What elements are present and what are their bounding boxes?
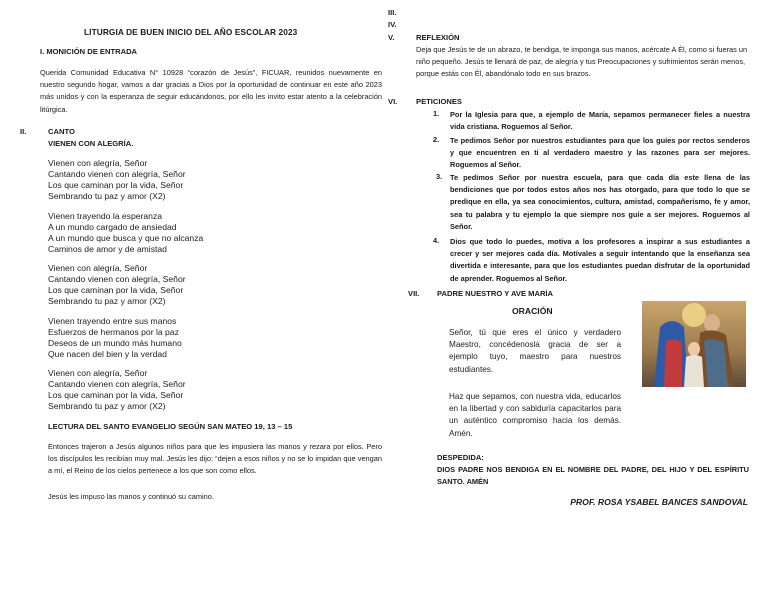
song-stanza [48, 263, 186, 307]
numeral-vi: VI. [388, 97, 398, 106]
monicion-text: Querida Comunidad Educativa N° 10928 “corazón de Jesús”, FICUAR, reunidos nuevamente en nuestro segundo hogar, vamos a dar gracias a Dios por la oportunidad de continuar en este año 2023 más unidos y con la esperanza de seguir educándonos, por ello les invito estar atento a la celebración litúrgica. [40, 68, 382, 114]
document-title: LITURGIA DE BUEN INICIO DEL AÑO ESCOLAR 2023 [84, 27, 298, 37]
petition-text: Te pedimos Señor por nuestra escuela, para que cada día este llena de las bendiciones que por todos estos años nos has otorgado, para que todo lo que se predique en ella, ya sea conocimientos, cultura, amistad, compañerismo, fe y amor, sea tu palabra y tu ejemplo la que siempre nos guíe a ser mejores. Roguemos al Señor. [450, 173, 750, 231]
oracion-heading: ORACIÓN [512, 306, 553, 316]
song-line: Esfuerzos de hermanos por la paz [48, 327, 179, 337]
gospel-closing: Jesús les impuso las manos y continuó su camino. [48, 492, 214, 501]
numeral-v: V. [388, 33, 395, 42]
song-title: VIENEN CON ALEGRÍA. [48, 139, 134, 148]
song-line: Vienen con alegría, Señor [48, 158, 148, 168]
petition-text: Te pedimos Señor por nuestros estudiantes para que los guíes por rectos senderos y que encuentren en ti al verdadero maestro y las razones para ser mejores. Roguemos al Señor. [450, 136, 750, 170]
song-line: Los que caminan por la vida, Señor [48, 180, 184, 190]
song-line: Vienen con alegría, Señor [48, 368, 148, 378]
song-line: Sembrando tu paz y amor (X2) [48, 401, 166, 411]
song-line: Sembrando tu paz y amor (X2) [48, 191, 166, 201]
holy-family-icon [642, 301, 746, 387]
holy-family-image [642, 301, 746, 387]
song-stanza [48, 158, 186, 202]
song-line: Los que caminan por la vida, Señor [48, 390, 184, 400]
song-stanza [48, 211, 203, 255]
song-line: Vienen con alegría, Señor [48, 263, 148, 273]
song-line: Sembrando tu paz y amor (X2) [48, 296, 166, 306]
petition-text: Por la Iglesia para que, a ejemplo de María, sepamos permanecer fieles a nuestra vida cristiana. Roguemos al Señor. [450, 110, 750, 132]
prayer-paragraph-1: Señor, tú que eres el único y verdadero Maestro, concédenosla gracia de ser a ejemplo tuyo, maestro para nuestros estudiantes. [449, 328, 621, 374]
peticiones-heading: PETICIONES [416, 97, 462, 106]
prayer-paragraph-2: Haz que sepamos, con nuestra vida, educarlos en la libertad y con sabiduría capacitarlos para un auténtico compromiso hacia los demás. Amén. [449, 392, 621, 438]
canto-heading: CANTO [48, 127, 75, 136]
padre-nuestro-heading: PADRE NUESTRO Y AVE MARÍA [437, 289, 554, 298]
song-line: Deseos de un mundo más humano [48, 338, 182, 348]
reflexion-heading: REFLEXIÓN [416, 33, 460, 42]
song-line: Vienen trayendo entre sus manos [48, 316, 177, 326]
gospel-heading: LECTURA DEL SANTO EVANGELIO SEGÚN SAN MATEO 19, 13 – 15 [48, 422, 293, 431]
reflexion-text: Deja que Jesús te de un abrazo, te bendiga, te imponga sus manos, acércate A Él, como si fueras un niño pequeño. Jesús te llenará de paz, de alegría y tus Preocupaciones y sufrimientos serán menos, porque estás con Él, abandónalo todo en sus brazos. [416, 45, 748, 79]
numeral-iv: IV. [388, 20, 397, 29]
song-stanza [48, 368, 186, 412]
song-line: A un mundo cargado de ansiedad [48, 222, 177, 232]
despedida-text: DIOS PADRE NOS BENDIGA EN EL NOMBRE DEL PADRE, DEL HIJO Y DEL ESPÍRITU SANTO. AMÉN [437, 465, 749, 487]
song-stanza [48, 316, 182, 360]
petition-number: 1. [433, 109, 440, 118]
despedida-heading: DESPEDIDA: [437, 453, 484, 462]
petition-number: 4. [433, 236, 440, 245]
numeral-vii: VII. [408, 289, 420, 298]
song-line: Cantando vienen con alegría, Señor [48, 379, 186, 389]
numeral-iii: III. [388, 8, 397, 17]
song-line: A un mundo que busca y que no alcanza [48, 233, 204, 243]
song-line: Que nacen del bien y la verdad [48, 349, 167, 359]
song-line: Cantando vienen con alegría, Señor [48, 274, 186, 284]
petition-text: Dios que todo lo puedes, motiva a los profesores a inspirar a sus estudiantes a crecer y ser mejores cada día. Motívales a seguir intentando que la enseñanza sea divertida e interesante, para que los estudiantes puedan disfrutar de la oportunidad de aprender. Roguemos al Señor. [450, 237, 750, 283]
author-signature: PROF. ROSA YSABEL BANCES SANDOVAL [570, 497, 748, 507]
petition-number: 2. [433, 135, 440, 144]
song-line: Cantando vienen con alegría, Señor [48, 169, 186, 179]
petition-number: 3. [436, 172, 443, 181]
song-line: Los que caminan por la vida, Señor [48, 285, 184, 295]
numeral-ii: II. [20, 127, 27, 136]
monicion-heading: I. MONICIÓN DE ENTRADA [40, 47, 138, 56]
gospel-text: Entonces trajeron a Jesús algunos niños para que les impusiera las manos y rezara por ellos. Pero los discípulos les recibían muy mal. Jesús les dijo: “dejen a esos niños y no se lo impidan que vengan a mí, el Reino de los cielos pertenece a los que son como ellos. [48, 442, 382, 476]
song-line: Vienen trayendo la esperanza [48, 211, 163, 221]
song-line: Caminos de amor y de amistad [48, 244, 167, 254]
